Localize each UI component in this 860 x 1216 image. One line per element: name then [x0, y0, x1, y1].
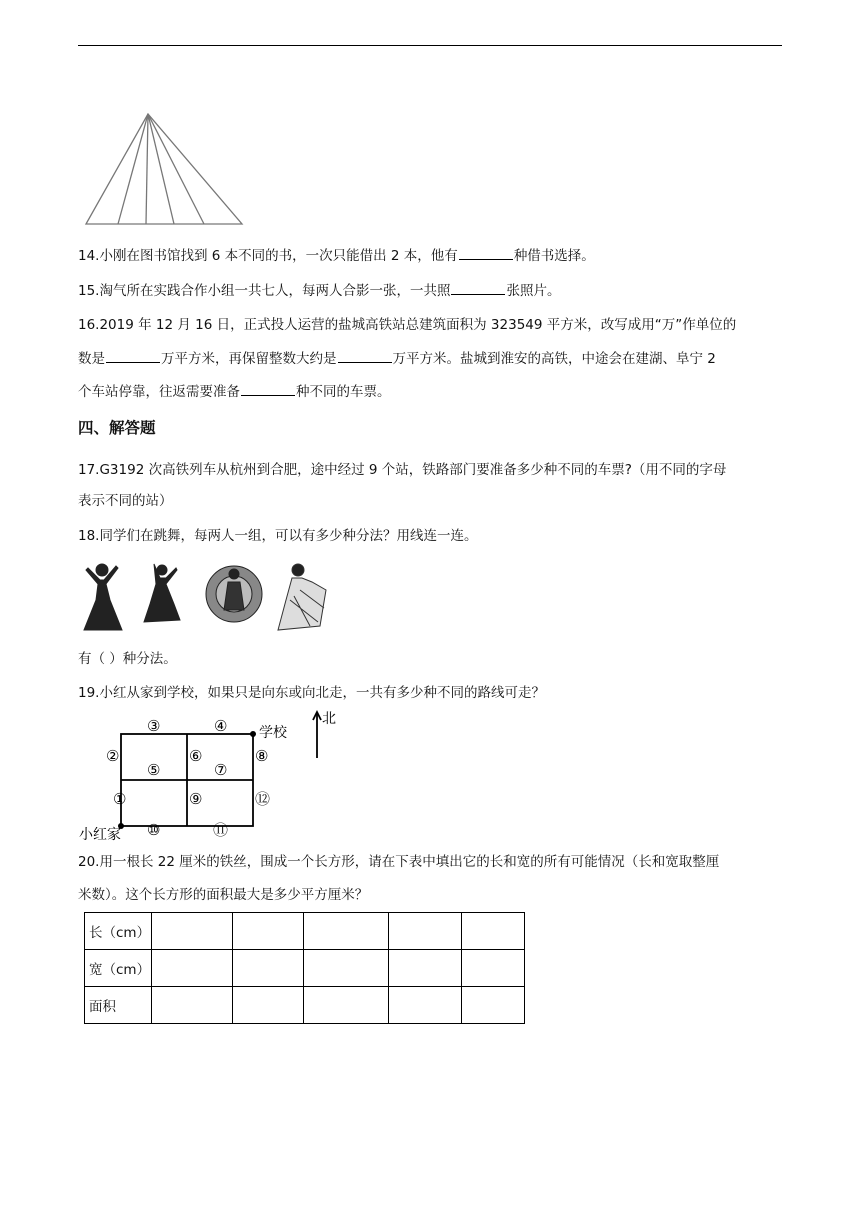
- question-18-answer: 有（ ）种分法。: [78, 651, 177, 667]
- answer-blank[interactable]: [338, 350, 392, 363]
- table-cell[interactable]: [304, 987, 389, 1024]
- table-row: [85, 950, 525, 987]
- dancers-figure: [80, 560, 340, 638]
- north-label: 北: [322, 711, 336, 727]
- question-19: 19.小红从家到学校，如果只是向东或向北走，一共有多少种不同的路线可走？: [78, 685, 545, 701]
- question-15: 15.淘气所在实践合作小组一共七人，每两人合影一张，一共照 张照片。: [78, 283, 561, 299]
- table-cell[interactable]: [462, 987, 525, 1024]
- table-row: [85, 987, 525, 1024]
- route-grid-figure: [76, 706, 346, 848]
- route-num: ②: [106, 747, 120, 765]
- triangle-figure: [80, 108, 250, 230]
- question-17-line2: 表示不同的站）: [78, 493, 173, 509]
- section-title: 四、解答题: [78, 419, 156, 437]
- route-num: ⑪: [213, 821, 229, 839]
- row-header: 面积: [85, 987, 152, 1024]
- question-16-line2: 数是 万平方米，再保留整数大约是 万平方米。盐城到淮安的高铁，中途会在建湖、阜宁 2: [78, 351, 716, 367]
- question-18: 18.同学们在跳舞，每两人一组，可以有多少种分法？用线连一连。: [78, 528, 478, 544]
- table-cell[interactable]: [233, 913, 304, 950]
- route-num: ⑧: [255, 747, 269, 765]
- answer-blank[interactable]: [241, 383, 295, 396]
- question-17-line1: 17.G3192 次高铁列车从杭州到合肥，途中经过 9 个站，铁路部门要准备多少种不同的车票?（用不同的字母: [78, 462, 727, 478]
- question-16-line1: 16.2019 年 12 月 16 日，正式投人运营的盐城高铁站总建筑面积为 323549 平方米，改写成用“万”作单位的: [78, 317, 737, 333]
- dimension-table: [84, 912, 525, 1024]
- school-label: 学校: [259, 725, 287, 741]
- table-row: [85, 913, 525, 950]
- row-header: 长（cm）: [85, 913, 152, 950]
- route-num: ⑫: [255, 790, 271, 808]
- table-cell[interactable]: [152, 950, 233, 987]
- home-label: 小红家: [79, 827, 121, 843]
- table-cell[interactable]: [233, 950, 304, 987]
- table-cell[interactable]: [389, 987, 462, 1024]
- table-cell[interactable]: [389, 950, 462, 987]
- question-20-line1: 20.用一根长 22 厘米的铁丝，围成一个长方形，请在下表中填出它的长和宽的所有可能情况（长和宽取整厘: [78, 854, 720, 870]
- table-cell[interactable]: [304, 950, 389, 987]
- answer-blank[interactable]: [106, 350, 160, 363]
- row-header: 宽（cm）: [85, 950, 152, 987]
- table-cell[interactable]: [304, 913, 389, 950]
- route-num: ⑥: [189, 747, 203, 765]
- table-cell[interactable]: [152, 913, 233, 950]
- route-num: ⑤: [147, 761, 161, 779]
- route-num: ⑨: [189, 790, 203, 808]
- question-20-line2: 米数）。这个长方形的面积最大是多少平方厘米？: [78, 887, 369, 903]
- table-cell[interactable]: [462, 913, 525, 950]
- table-cell[interactable]: [389, 913, 462, 950]
- route-num: ⑩: [147, 821, 161, 839]
- route-num: ⑦: [214, 761, 228, 779]
- table-cell[interactable]: [462, 950, 525, 987]
- school-dot: [250, 731, 256, 737]
- route-num: ①: [113, 790, 127, 808]
- header-rule: [78, 45, 782, 46]
- question-16-line3: 个车站停靠，往返需要准备 种不同的车票。: [78, 384, 391, 400]
- table-cell[interactable]: [233, 987, 304, 1024]
- route-num: ④: [214, 717, 228, 735]
- route-num: ③: [147, 717, 161, 735]
- table-cell[interactable]: [152, 987, 233, 1024]
- answer-blank[interactable]: [459, 247, 513, 260]
- question-14: 14.小刚在图书馆找到 6 本不同的书，一次只能借出 2 本，他有 种借书选择。: [78, 248, 595, 264]
- answer-blank[interactable]: [451, 282, 505, 295]
